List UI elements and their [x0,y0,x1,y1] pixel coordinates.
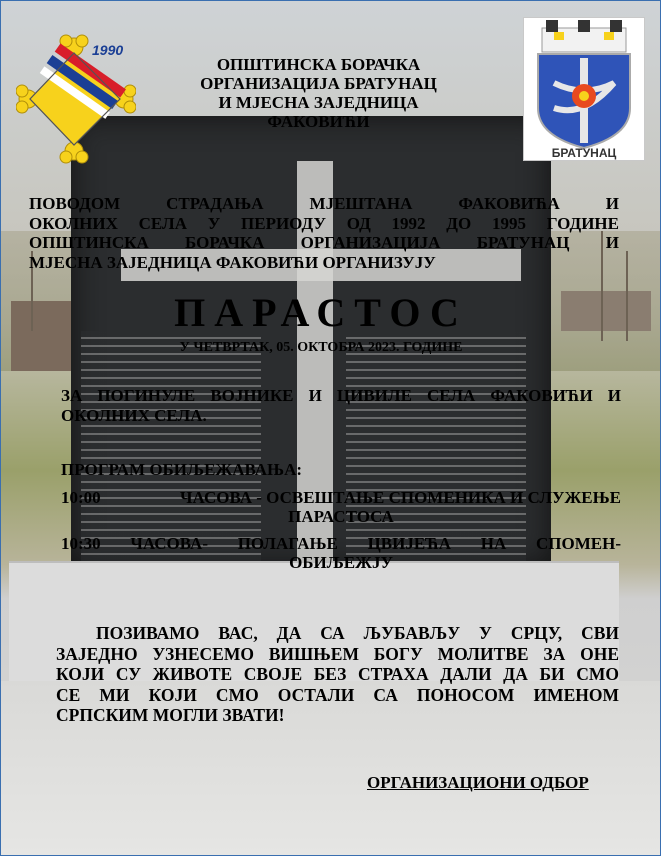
program-word: СПОМЕН- [535,534,621,553]
org-line: ОРГАНИЗАЦИЈА БРАТУНАЦ [200,74,437,93]
program-item [61,488,621,526]
program-word: ЦВИЈЕЋА [367,534,452,553]
invitation-line: СЕ МИ КОЈИ СМО ОСТАЛИ СА ПОНОСОМ ИМЕНОМ [56,684,619,705]
program-word: ЧАСОВА- [130,534,208,553]
invitation-line: ПОЗИВАМО ВАС, ДА СА ЉУБАВЉУ У СРЦУ, СВИ [96,623,619,643]
page-title: ПАРАСТОС [174,290,468,335]
program-time: 10:30 [61,534,101,553]
intro-line: ПОВОДОМ СТРАДАЊА МЈЕШТАНА ФАКОВИЋА И [29,194,619,213]
org-line: ОПШТИНСКА БОРАЧКА [216,55,421,74]
logo-year: 1990 [92,42,124,58]
bratunac-coat-of-arms [523,17,645,161]
program-word: НА [480,534,507,553]
program-word: ПОЛАГАЊЕ [237,534,338,553]
program-text: ЧАСОВА - ОСВЕШТАЊЕ СПОМЕНИКА И СЛУЖЕЊЕ [180,488,621,507]
invitation-line: СРПСКИМ МОГЛИ ЗВАТИ! [56,705,285,725]
program-text: ОБИЉЕЖЈУ [289,553,393,572]
program-text: ПАРАСТОСА [288,507,394,526]
monument-names-right [346,331,526,561]
intro-line: МЈЕСНА ЗАЈЕДНИЦА ФАКОВИЋИ ОРГАНИЗУЈУ [29,252,436,272]
intro-paragraph [29,194,619,272]
invitation-line: ЗАЈЕДНО УЗНЕСЕМО ВИШЊЕМ БОГУ МОЛИТВЕ ЗА ОНЕ [56,643,619,664]
veterans-organization-logo [16,31,136,166]
organization-header [181,55,456,131]
signature: ОРГАНИЗАЦИОНИ ОДБОР [367,773,589,792]
program-heading: ПРОГРАМ ОБИЉЕЖАВАЊА: [61,460,303,479]
invitation-line: КОЈИ СУ ЖИВОТЕ СВОЈЕ БЕЗ СТРАХА ДАЛИ ДА БИ СМО [56,664,619,684]
intro-line: ОПШТИНСКА БОРАЧКА ОРГАНИЗАЦИЈА БРАТУНАЦ И [29,233,619,252]
program-time: 10:00 [61,488,101,507]
program-item [61,534,621,572]
dedication-line: ЗА ПОГИНУЛЕ ВОЈНИКЕ И ЦИВИЛЕ СЕЛА ФАКОВИЋИ И [61,386,621,405]
dedication-line: ОКОЛНИХ СЕЛА. [61,405,207,425]
invitation-paragraph [56,623,619,726]
event-date: У ЧЕТВРТАК, 05. ОКТОБРА 2023. ГОДИНЕ [179,340,463,355]
intro-line: ОКОЛНИХ СЕЛА У ПЕРИОДУ ОД 1992 ДО 1995 ГОДИНЕ [29,213,619,233]
org-line: ФАКОВИЋИ [267,112,370,131]
org-line: И МЈЕСНА ЗАЈЕДНИЦА [218,93,419,112]
monument-names-left [81,331,261,561]
coat-of-arms-label: БРАТУНАЦ [551,146,617,160]
dedication-paragraph [61,386,621,425]
